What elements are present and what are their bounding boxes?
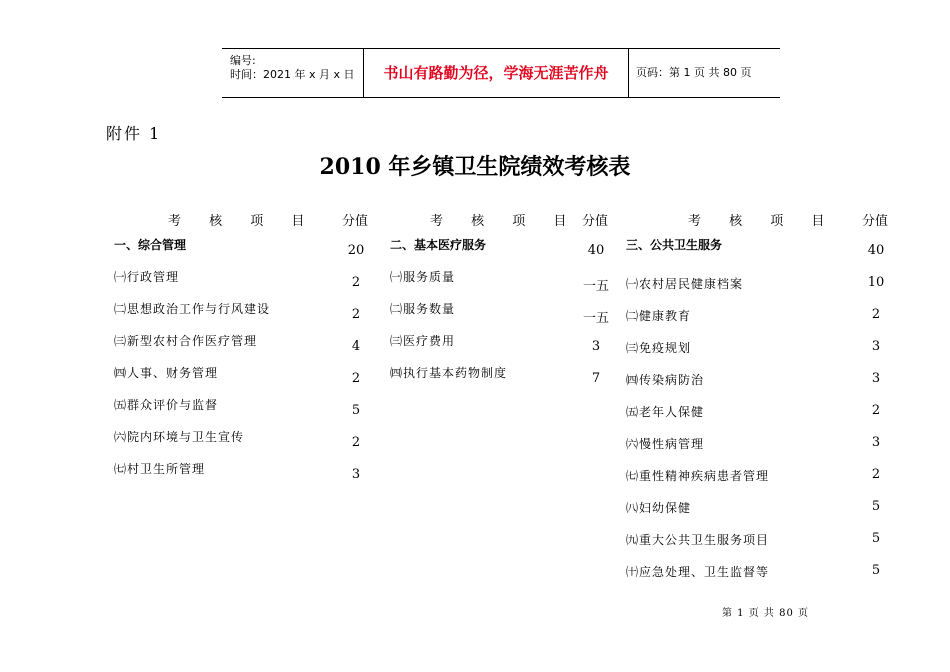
column-3-score-header: 分值 [862, 214, 889, 229]
item-score: 7 [591, 371, 601, 386]
list-item: ㈣传染病防治 [626, 373, 705, 387]
list-item: ㈡健康教育 [626, 309, 692, 323]
item-score: 4 [351, 339, 361, 354]
number-label: 编号: [230, 54, 256, 67]
list-item: ㈩应急处理、卫生监督等 [626, 565, 770, 579]
section-title: 三、公共卫生服务 [626, 238, 723, 252]
item-score: 3 [871, 435, 881, 450]
list-item: ㈠服务质量 [390, 270, 456, 284]
list-item: ㈠农村居民健康档案 [626, 277, 744, 291]
item-score: 3 [871, 339, 881, 354]
item-score: 2 [351, 435, 361, 450]
item-score: 5 [351, 403, 361, 418]
item-score: 2 [871, 403, 881, 418]
item-score: 2 [351, 371, 361, 386]
list-item: ㈢新型农村合作医疗管理 [114, 334, 258, 348]
item-score: 5 [871, 499, 881, 514]
header-page-label: 页码：第 1 页 共 80 页 [636, 66, 752, 79]
section-score: 20 [347, 243, 365, 258]
column-1-item-header: 考 核 项 目 [168, 214, 317, 229]
item-score: 2 [871, 307, 881, 322]
item-score: 2 [871, 467, 881, 482]
column-2-score-header: 分值 [582, 214, 609, 229]
list-item: ㈣人事、财务管理 [114, 366, 219, 380]
list-item: ㈡思想政治工作与行风建设 [114, 302, 271, 316]
list-item: ㈥院内环境与卫生宣传 [114, 430, 245, 444]
document-title: 2010 年乡镇卫生院绩效考核表 [319, 154, 631, 180]
list-item: ㈢免疫规划 [626, 341, 692, 355]
item-score: 5 [871, 563, 881, 578]
section-score: 40 [867, 243, 885, 258]
column-3-item-header: 考 核 项 目 [688, 214, 837, 229]
item-score: 一五 [582, 311, 609, 326]
list-item: ㈨重大公共卫生服务项目 [626, 533, 770, 547]
time-label: 时间：2021 年 x 月 x 日 [230, 68, 355, 81]
item-score: 5 [871, 531, 881, 546]
list-item: ㈢医疗费用 [390, 334, 456, 348]
column-1-score-header: 分值 [342, 214, 369, 229]
list-item: ㈣执行基本药物制度 [390, 366, 508, 380]
item-score: 10 [867, 275, 885, 290]
list-item: ㈤群众评价与监督 [114, 398, 219, 412]
list-item: ㈡服务数量 [390, 302, 456, 316]
list-item: ㈧妇幼保健 [626, 501, 692, 515]
list-item: ㈥慢性病管理 [626, 437, 705, 451]
item-score: 3 [351, 467, 361, 482]
list-item: ㈤老年人保健 [626, 405, 705, 419]
list-item: ㈠行政管理 [114, 270, 180, 284]
column-2-item-header: 考 核 项 目 [430, 214, 579, 229]
item-score: 3 [591, 339, 601, 354]
header-meta [222, 49, 363, 97]
list-item: ㈦村卫生所管理 [114, 462, 206, 476]
list-item: ㈦重性精神疾病患者管理 [626, 469, 770, 483]
item-score: 2 [351, 275, 361, 290]
item-score: 3 [871, 371, 881, 386]
page-footer: 第 1 页 共 80 页 [722, 608, 809, 619]
section-score: 40 [587, 243, 605, 258]
item-score: 一五 [582, 279, 609, 294]
header-motto: 书山有路勤为径，学海无涯苦作舟 [363, 49, 629, 97]
page-header [222, 48, 780, 98]
attachment-label: 附件 1 [106, 124, 162, 143]
section-title: 二、基本医疗服务 [390, 238, 487, 252]
item-score: 2 [351, 307, 361, 322]
section-title: 一、综合管理 [114, 238, 187, 252]
